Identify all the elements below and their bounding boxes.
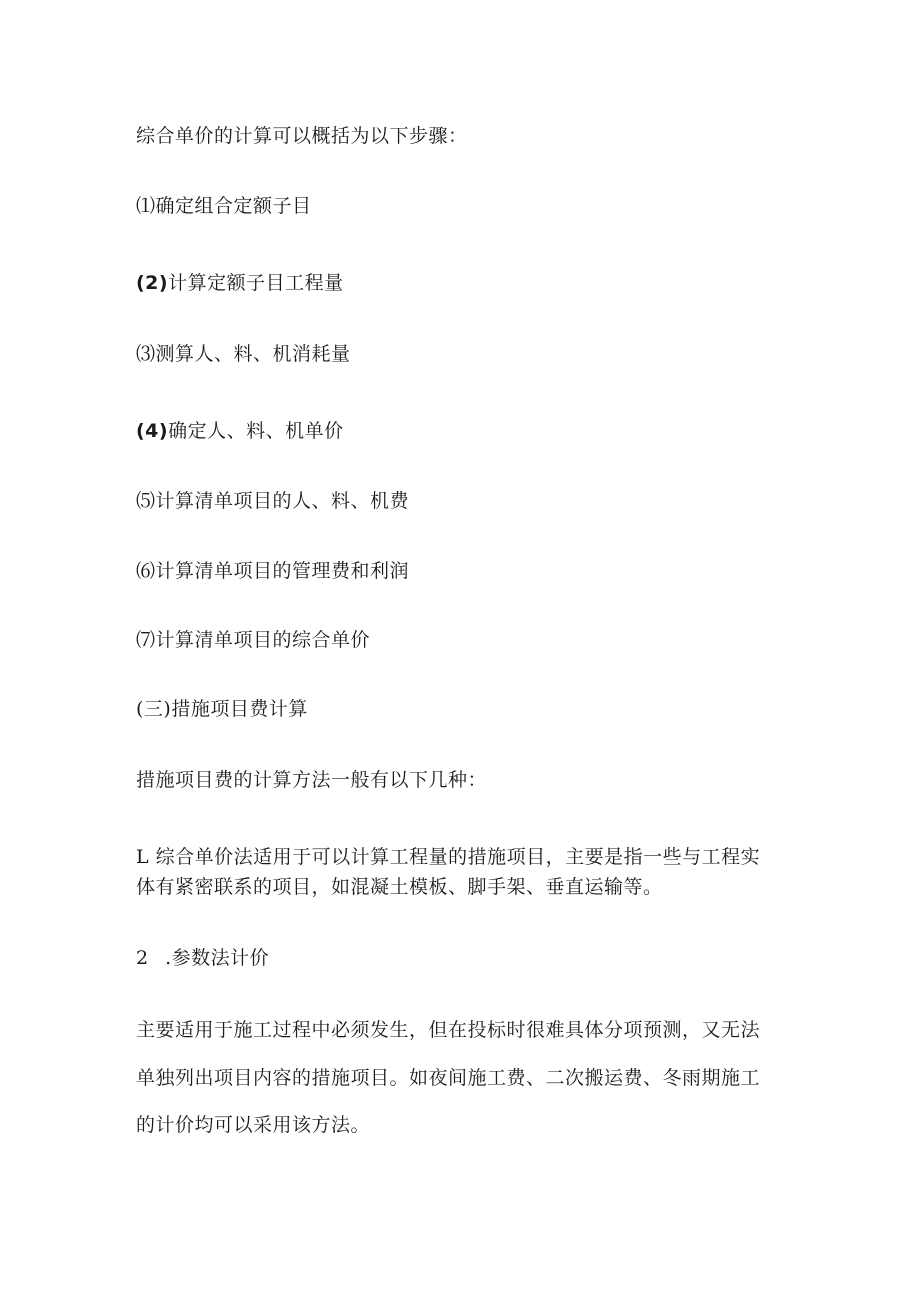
step-text: 计算清单项目的管理费和利润: [155, 560, 410, 582]
item2-title-text: .参数法计价: [165, 947, 270, 969]
item1-text: 综合单价法适用于可以计算工程量的措施项目，主要是指一些与工程实: [155, 846, 761, 868]
step-number: ⑺: [136, 629, 156, 651]
step-number: (4): [136, 420, 169, 442]
step-text: 确定人、料、机单价: [168, 420, 344, 442]
section-intro: 措施项目费的计算方法一般有以下几种：: [136, 769, 488, 791]
step-number: ⑹: [136, 560, 156, 582]
step-4: [136, 419, 344, 443]
step-text: 确定组合定额子目: [155, 195, 312, 217]
step-text: 测算人、料、机消耗量: [155, 343, 351, 365]
step-5: [136, 489, 409, 513]
step-number: ⑸: [136, 490, 156, 512]
item1-line2: 体有紧密联系的项目，如混凝土模板、脚手架、垂直运输等。: [136, 876, 663, 898]
intro-text: 综合单价的计算可以概括为以下步骤：: [136, 125, 468, 147]
item2-body-line2: 单独列出项目内容的措施项目。如夜间施工费、二次搬运费、冬雨期施工: [136, 1067, 761, 1089]
item1-line1: [136, 845, 760, 869]
step-3: [136, 342, 351, 366]
step-number: ⑴: [136, 195, 156, 217]
step-2: [136, 271, 344, 295]
step-1: [136, 194, 312, 218]
step-7: [136, 628, 370, 652]
section-heading: (三)措施项目费计算: [136, 698, 308, 720]
step-number: (2): [136, 272, 169, 294]
item2-body-line1: 主要适用于施工过程中必须发生，但在投标时很难具体分项预测，又无法: [136, 1019, 761, 1041]
step-text: 计算定额子目工程量: [168, 272, 344, 294]
item2-label: 2: [136, 947, 149, 969]
step-text: 计算清单项目的人、料、机费: [155, 490, 410, 512]
item2-body-line3: 的计价均可以采用该方法。: [136, 1114, 371, 1136]
step-number: ⑶: [136, 343, 156, 365]
item2-title: [136, 946, 269, 970]
step-6: [136, 559, 409, 583]
step-text: 计算清单项目的综合单价: [155, 629, 371, 651]
item1-label: L: [136, 846, 150, 868]
